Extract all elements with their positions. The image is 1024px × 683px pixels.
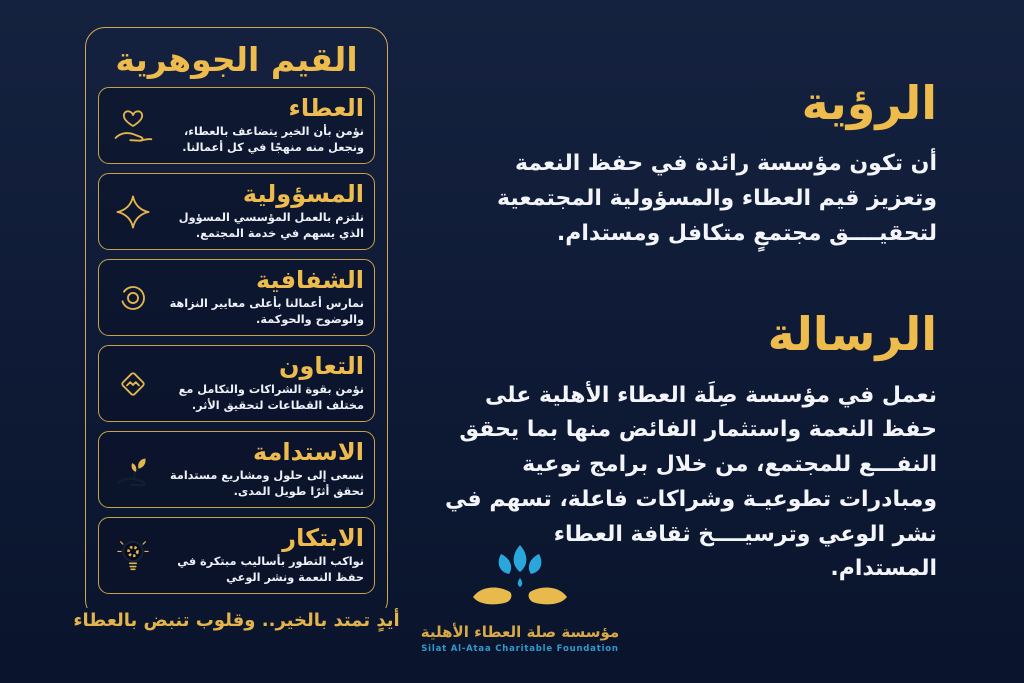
value-desc-transparency: نمارس أعمالنا بأعلى معايير النزاهة والوضوح والحوكمة. bbox=[169, 296, 364, 327]
value-card-text bbox=[161, 525, 364, 587]
logo-arabic-name: مؤسسة صلة العطاء الأهلية bbox=[420, 623, 620, 641]
core-values-panel bbox=[73, 27, 400, 631]
value-desc-cooperation: نؤمن بقوة الشراكات والتكامل مع مختلف القطاعات لتحقيق الأثر. bbox=[178, 382, 364, 413]
four-point-star-icon bbox=[109, 181, 157, 243]
heart-in-hand-icon bbox=[109, 95, 157, 157]
value-title-giving: العطاء bbox=[288, 94, 364, 122]
vision-title: الرؤية bbox=[801, 76, 937, 130]
value-desc-innovation: نواكب التطور بأساليب مبتكرة في حفظ النعمة ونشر الوعي bbox=[177, 554, 364, 585]
value-card-giving bbox=[98, 87, 375, 164]
mission-body: نعمل في مؤسسة صِلَة العطاء الأهلية على حفظ النعمة واستثمار الفائض منها بما يحقق النفـــع للمجتمع، من خلال برامج نوعية ومبادرات تطوعيـة وشراكات فاعلة، تسهم في نشر الوعي وترسيــــخ ثقافة العطاء المستدام. bbox=[445, 382, 937, 582]
vision-section bbox=[443, 76, 937, 251]
spiral-icon bbox=[109, 267, 157, 329]
logo-english-name: Silat Al-Ataa Charitable Foundation bbox=[421, 644, 619, 654]
mission-title: الرسالة bbox=[767, 307, 937, 362]
value-desc-giving: نؤمن بأن الخير يتضاعف بالعطاء، ونجعل منه منهجًا في كل أعمالنا. bbox=[182, 124, 364, 155]
value-card-transparency bbox=[98, 259, 375, 336]
value-title-innovation: الابتكار bbox=[282, 524, 364, 552]
value-card-cooperation bbox=[98, 345, 375, 422]
value-card-innovation bbox=[98, 517, 375, 594]
handshake-diamond-icon bbox=[109, 353, 157, 415]
value-title-cooperation: التعاون bbox=[279, 352, 364, 380]
value-card-text bbox=[161, 181, 364, 243]
value-card-sustainability bbox=[98, 431, 375, 508]
value-title-transparency: الشفافية bbox=[255, 266, 364, 294]
value-card-text bbox=[161, 353, 364, 415]
plant-in-hand-icon bbox=[109, 439, 157, 501]
logo-mark-icon bbox=[465, 543, 575, 619]
value-card-text bbox=[161, 95, 364, 157]
panel-footer-slogan: أيدٍ تمتد بالخير.. وقلوب تنبض بالعطاء bbox=[64, 608, 408, 633]
value-card-responsibility bbox=[98, 173, 375, 250]
vision-body: أن تكون مؤسسة رائدة في حفظ النعمة وتعزيز قيم العطاء والمسؤولية المجتمعية لتحقيــــق مجتمعٍ متكافل ومستدام. bbox=[497, 151, 937, 246]
foundation-logo bbox=[420, 543, 620, 654]
vision-mission-column bbox=[443, 76, 937, 587]
value-card-text bbox=[161, 439, 364, 501]
core-values-title: القيم الجوهرية bbox=[115, 40, 358, 79]
lightbulb-gear-icon bbox=[109, 525, 157, 587]
value-title-sustainability: الاستدامة bbox=[253, 438, 364, 466]
value-card-text bbox=[161, 267, 364, 329]
value-title-responsibility: المسؤولية bbox=[242, 180, 364, 208]
value-desc-responsibility: نلتزم بالعمل المؤسسي المسؤول الذي يسهم في خدمة المجتمع. bbox=[178, 210, 364, 241]
value-desc-sustainability: نسعى إلى حلول ومشاريع مستدامة تحقق أثرًا طويل المدى. bbox=[169, 468, 364, 499]
